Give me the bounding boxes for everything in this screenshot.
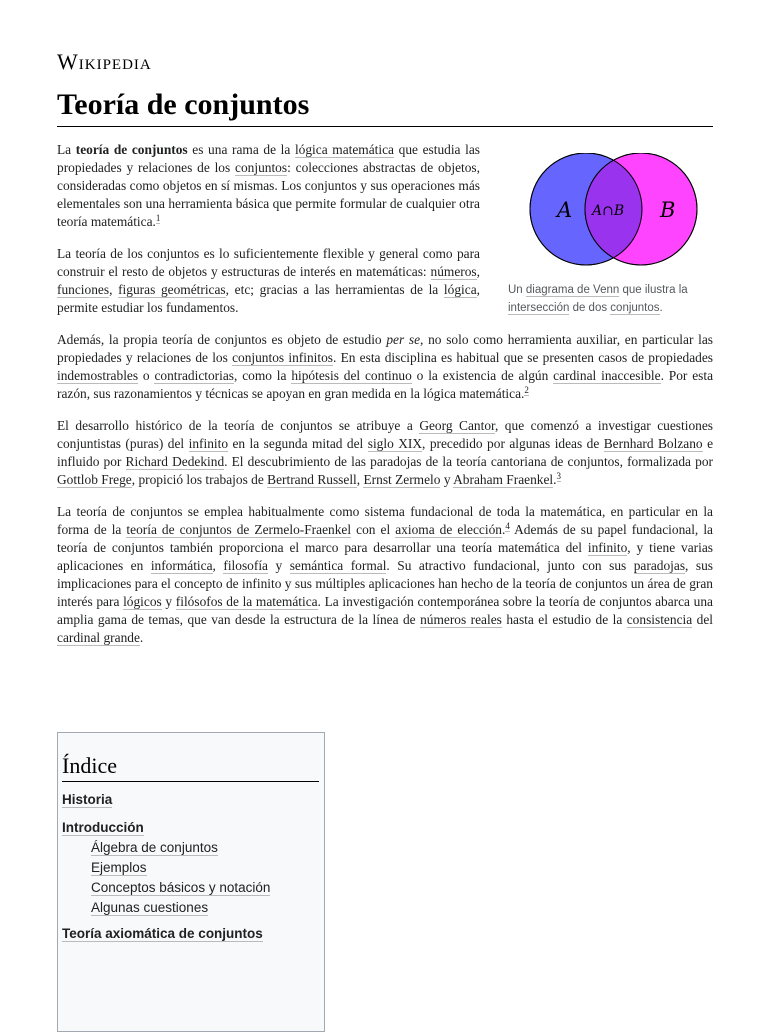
article-link[interactable]: lógicos bbox=[123, 594, 162, 609]
caption-link[interactable]: diagrama de Venn bbox=[525, 284, 620, 296]
bold-term: teoría de conjuntos bbox=[75, 142, 188, 157]
paragraph-intro: La teoría de conjuntos es una rama de la lógica matemática que estudia las propiedades y relaciones de los conjuntos: colecciones abstractas de objetos, consideradas como objetos en sí mismas. Los conjuntos y sus operaciones más elementales son una herramienta básica que permite formular de cualquier otra teoría matemática.$^1$ bbox=[57, 142, 480, 229]
article-link[interactable]: Ernst Zermelo bbox=[363, 472, 441, 487]
caption-link[interactable]: intersección bbox=[508, 302, 570, 314]
toc-item-introduccion[interactable]: Introducción bbox=[62, 820, 144, 835]
venn-label-b: B bbox=[660, 198, 676, 222]
article-link[interactable]: figuras geométricas bbox=[118, 282, 226, 297]
article-link[interactable]: contradictorias bbox=[154, 368, 235, 383]
wikipedia-logo[interactable] bbox=[57, 49, 152, 75]
article-link[interactable]: filósofos de la matemática bbox=[175, 594, 318, 609]
toc-item-algebra[interactable]: Álgebra de conjuntos bbox=[91, 840, 218, 855]
article-content bbox=[57, 141, 713, 661]
article-link[interactable]: semántica formal bbox=[289, 558, 387, 573]
article-link[interactable]: conjuntos bbox=[235, 160, 288, 175]
reference-link[interactable]: 2 bbox=[524, 384, 529, 395]
article-link[interactable]: Gottlob Frege bbox=[57, 472, 132, 487]
article-link[interactable]: axioma de elección bbox=[395, 522, 502, 537]
venn-diagram[interactable] bbox=[524, 153, 704, 273]
article-link[interactable]: Bertrand Russell bbox=[267, 472, 357, 487]
article-link[interactable]: informática bbox=[150, 558, 213, 573]
toc-item-conceptos[interactable]: Conceptos básicos y notación bbox=[91, 880, 271, 895]
table-of-contents bbox=[57, 732, 325, 1032]
caption-link[interactable]: conjuntos bbox=[610, 302, 660, 314]
logo-text: Wikipedia bbox=[57, 49, 152, 74]
article-link[interactable]: consistencia bbox=[626, 612, 693, 627]
page-title: Teoría de conjuntos bbox=[57, 86, 713, 127]
article-link[interactable]: teoría de conjuntos de Zermelo-Fraenkel bbox=[126, 522, 352, 537]
paragraph-2: La teoría de los conjuntos es lo suficientemente flexible y general como para construir el resto de objetos y estructuras de interés en matemáticas: números, funciones, figuras geométricas, etc; gracias a las herramientas de la lógica, permite estudiar los fundamentos. bbox=[57, 246, 480, 315]
article-link[interactable]: filosofía bbox=[223, 558, 268, 573]
toc-item-algunas[interactable]: Algunas cuestiones bbox=[91, 900, 209, 915]
article-link[interactable]: cardinal inaccesible bbox=[553, 368, 661, 383]
toc-item-ejemplos[interactable]: Ejemplos bbox=[91, 860, 147, 875]
article-link[interactable]: paradojas bbox=[633, 558, 686, 573]
article-link[interactable]: infinito bbox=[587, 540, 628, 555]
venn-figure bbox=[508, 143, 713, 317]
paragraph-4: El desarrollo histórico de la teoría de conjuntos se atribuye a Georg Cantor, que comenzó a investigar cuestiones conjuntistas (puras) del infinito en la segunda mitad del siglo XIX, precedido por algunas ideas de Bernhard Bolzano e influido por Richard Dedekind. El descubrimiento de las paradojas de la teoría cantoriana de conjuntos, formalizada por Gottlob Frege, propició los trabajos de Bertrand Russell, Ernst Zermelo y Abraham Fraenkel.$^3$ bbox=[57, 418, 714, 487]
article-link[interactable]: números bbox=[430, 264, 477, 279]
paragraph-5: La teoría de conjuntos se emplea habitualmente como sistema fundacional de toda la matemática, en particular en la forma de la teoría de conjuntos de Zermelo-Fraenkel con el axioma de elección.$^4$ Además de su papel fundacional, la teoría de conjuntos también proporciona el marco para desarrollar una teoría matemática del infinito, y tiene varias aplicaciones en informática, filosofía y semántica formal. Su atractivo fundacional, junto con sus paradojas, sus implicaciones para el concepto de infinito y sus múltiples aplicaciones han hecho de la teoría de conjuntos un área de gran interés para lógicos y filósofos de la matemática. La investigación contemporánea sobre la teoría de conjuntos abarca una amplia gama de temas, que van desde la estructura de la línea de números reales hasta el estudio de la consistencia del cardinal grande. bbox=[57, 504, 714, 645]
article-link[interactable]: lógica bbox=[443, 282, 477, 297]
venn-label-a: A bbox=[557, 198, 573, 222]
article-link[interactable]: números reales bbox=[420, 612, 502, 627]
article-link[interactable]: siglo XIX bbox=[367, 436, 423, 451]
article-link[interactable]: funciones bbox=[57, 282, 110, 297]
figure-caption: Un diagrama de Venn que ilustra la intersección de dos conjuntos. bbox=[508, 284, 688, 314]
article-link[interactable]: cardinal grande bbox=[57, 630, 140, 645]
article-link[interactable]: Abraham Fraenkel bbox=[453, 472, 554, 487]
article-link[interactable]: conjuntos infinitos bbox=[232, 350, 333, 365]
article-link[interactable]: Bernhard Bolzano bbox=[603, 436, 703, 451]
reference-link[interactable]: 1 bbox=[155, 212, 161, 223]
reference-link[interactable]: 4 bbox=[505, 520, 510, 531]
toc-item-historia[interactable]: Historia bbox=[62, 792, 113, 807]
article-link[interactable]: Georg Cantor bbox=[419, 418, 495, 433]
reference-link[interactable]: 3 bbox=[556, 470, 562, 481]
toc-item-axiomatica[interactable]: Teoría axiomática de conjuntos bbox=[62, 926, 263, 941]
article-link[interactable]: infinito bbox=[188, 436, 229, 451]
venn-label-ab: A∩B bbox=[592, 203, 625, 219]
paragraph-3: Además, la propia teoría de conjuntos es objeto de estudio per se, no solo como herramienta auxiliar, en particular las propiedades y relaciones de los conjuntos infinitos. En esta disciplina es habitual que se presenten casos de propiedades indemostrables o contradictorias, como la hipótesis del continuo o la existencia de algún cardinal inaccesible. Por esta razón, sus razonamientos y técnicas se apoyan en gran medida en la lógica matemática.$^2$ bbox=[57, 332, 714, 401]
toc-title: Índice bbox=[62, 753, 319, 782]
article-link[interactable]: lógica matemática bbox=[294, 142, 394, 157]
article-link[interactable]: Richard Dedekind bbox=[125, 454, 225, 469]
article-link[interactable]: indemostrables bbox=[57, 368, 139, 383]
article-link[interactable]: hipótesis del continuo bbox=[291, 368, 412, 383]
